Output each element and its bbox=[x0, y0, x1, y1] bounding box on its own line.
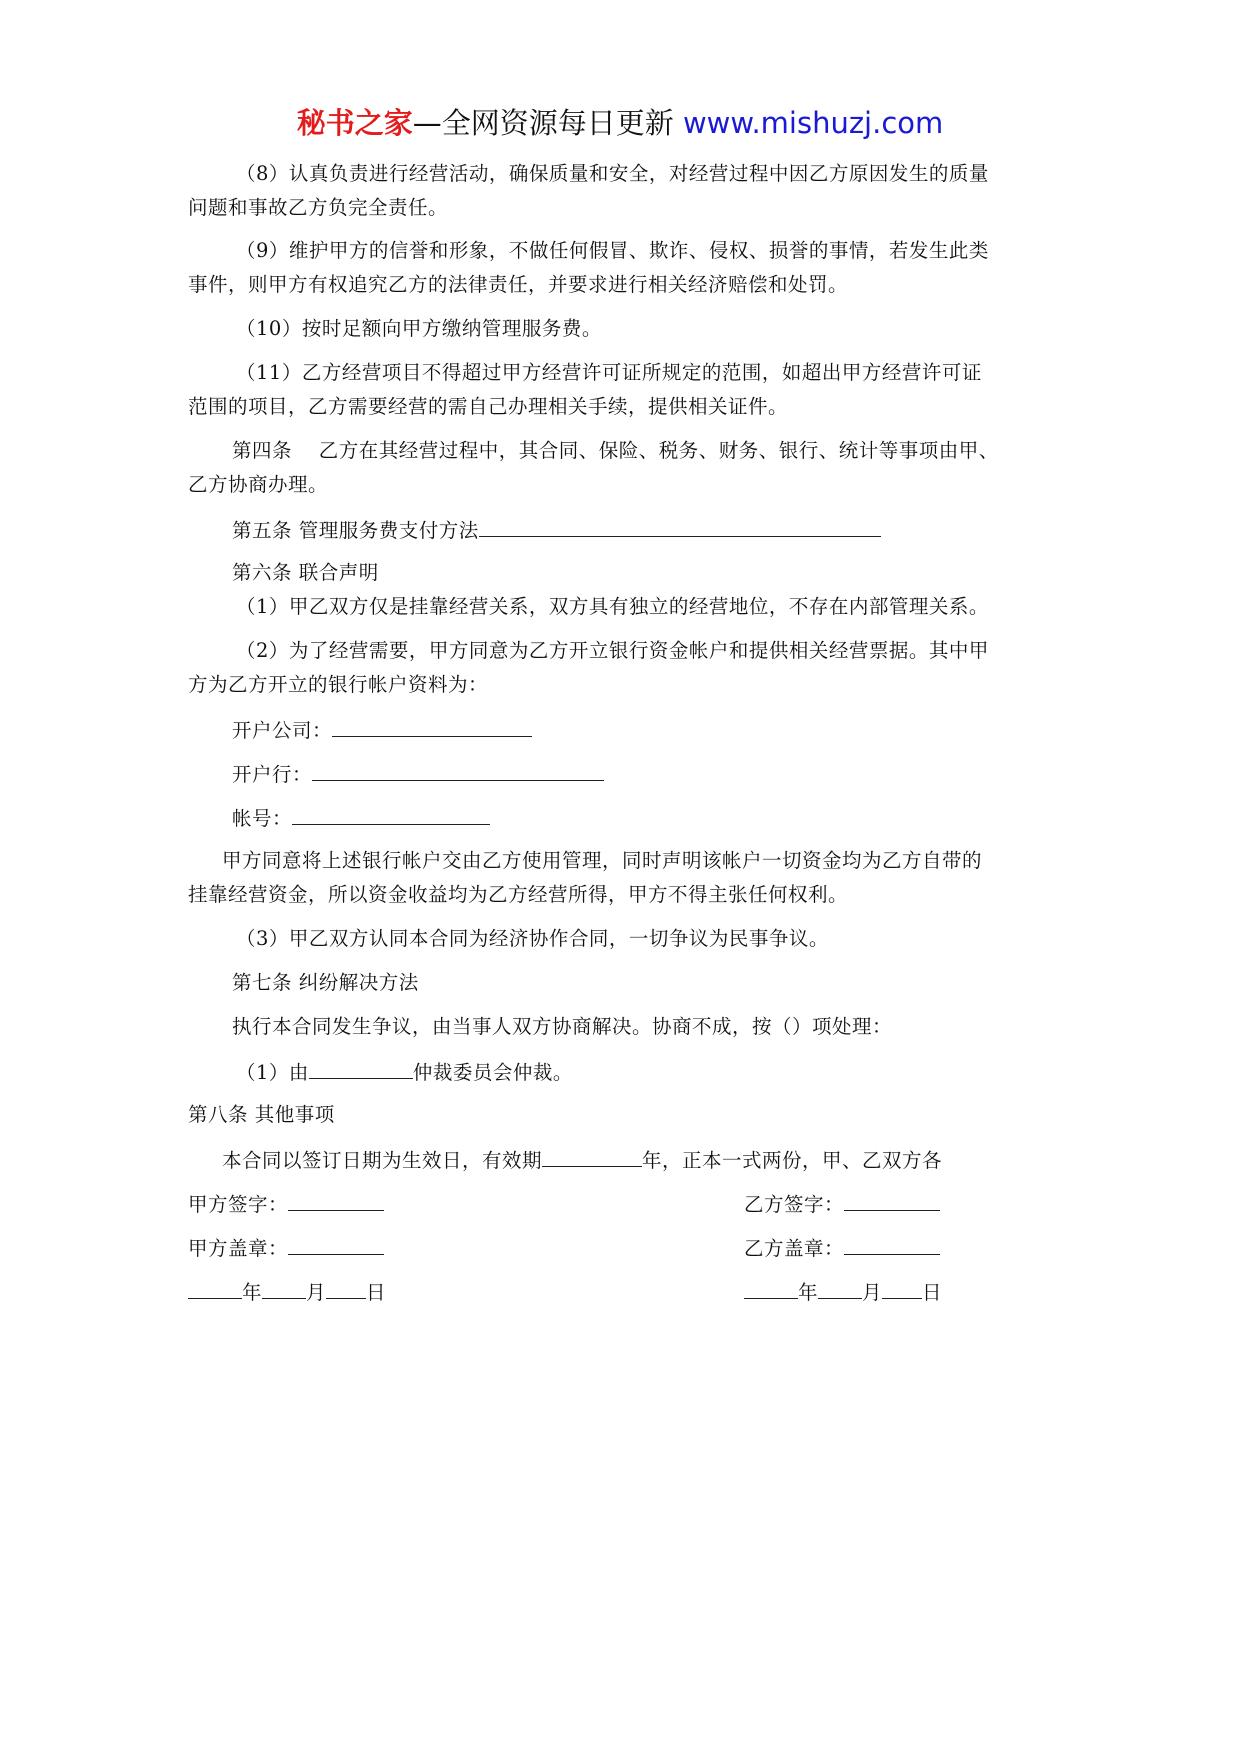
bank-row bbox=[232, 758, 604, 790]
clause-11-line2: 范围的项目，乙方需要经营的需自己办理相关手续，提供相关证件。 bbox=[188, 395, 789, 418]
account-company-row bbox=[232, 714, 532, 746]
brand-name: 秘书之家 bbox=[296, 106, 413, 140]
clause-9-line1: （9）维护甲方的信誉和形象，不做任何假冒、欺诈、侵权、损誉的事情，若发生此类 bbox=[236, 239, 989, 262]
party-a-sign-label: 甲方签字： bbox=[188, 1193, 289, 1216]
party-b-date-row bbox=[744, 1276, 942, 1308]
bank-blank bbox=[312, 758, 604, 781]
article-7-item-1 bbox=[236, 1056, 573, 1088]
account-usage-line1: 甲方同意将上述银行帐户交由乙方使用管理，同时声明该帐户一切资金均为乙方自带的 bbox=[222, 849, 983, 872]
article-6-item-1: （1）甲乙双方仅是挂靠经营关系，双方具有独立的经营地位，不存在内部管理关系。 bbox=[236, 595, 989, 618]
party-b-day-label: 日 bbox=[922, 1281, 943, 1304]
bank-label: 开户行： bbox=[232, 763, 313, 786]
party-b-month-blank bbox=[818, 1276, 862, 1299]
party-b-sign-label: 乙方签字： bbox=[744, 1193, 845, 1216]
header-slogan: —全网资源每日更新 bbox=[412, 106, 674, 140]
article-5 bbox=[232, 514, 881, 546]
party-b-year-blank bbox=[744, 1276, 798, 1299]
party-a-seal-row bbox=[188, 1232, 384, 1264]
article-6-item-2-line2: 方为乙方开立的银行帐户资料为： bbox=[188, 673, 489, 696]
validity-suffix: 年，正本一式两份，甲、乙双方各 bbox=[642, 1149, 943, 1172]
party-a-day-label: 日 bbox=[366, 1281, 387, 1304]
article-4-line1: 第四条 乙方在其经营过程中，其合同、保险、税务、财务、银行、统计等事项由甲、 bbox=[232, 439, 999, 462]
party-a-day-blank bbox=[326, 1276, 366, 1299]
clause-9-line2: 事件，则甲方有权追究乙方的法律责任，并要求进行相关经济赔偿和处罚。 bbox=[188, 273, 849, 296]
article-7-title: 第七条 纠纷解决方法 bbox=[232, 971, 419, 994]
header-url-link[interactable]: www.mishuzj.com bbox=[682, 106, 944, 140]
account-company-blank bbox=[332, 714, 532, 737]
party-b-month-label: 月 bbox=[862, 1281, 883, 1304]
article-5-label: 第五条 管理服务费支付方法 bbox=[232, 519, 479, 542]
party-a-month-label: 月 bbox=[306, 1281, 327, 1304]
party-a-sign-row bbox=[188, 1188, 384, 1220]
validity-years-blank bbox=[542, 1144, 642, 1167]
party-a-year-label: 年 bbox=[242, 1281, 263, 1304]
party-a-year-blank bbox=[188, 1276, 242, 1299]
party-a-seal-label: 甲方盖章： bbox=[188, 1237, 289, 1260]
party-b-seal-row bbox=[744, 1232, 940, 1264]
clause-10: （10）按时足额向甲方缴纳管理服务费。 bbox=[236, 317, 602, 340]
arbitration-suffix: 仲裁委员会仲裁。 bbox=[412, 1061, 573, 1084]
article-6-item-3: （3）甲乙双方认同本合同为经济协作合同，一切争议为民事争议。 bbox=[236, 927, 829, 950]
account-usage-line2: 挂靠经营资金，所以资金收益均为乙方经营所得，甲方不得主张任何权利。 bbox=[188, 883, 849, 906]
party-b-sign-row bbox=[744, 1188, 940, 1220]
validity-line bbox=[222, 1144, 942, 1176]
party-a-seal-blank bbox=[288, 1232, 384, 1255]
validity-prefix: 本合同以签订日期为生效日，有效期 bbox=[222, 1149, 543, 1172]
party-b-day-blank bbox=[882, 1276, 922, 1299]
article-6-item-2-line1: （2）为了经营需要，甲方同意为乙方开立银行资金帐户和提供相关经营票据。其中甲 bbox=[236, 639, 989, 662]
clause-11-line1: （11）乙方经营项目不得超过甲方经营许可证所规定的范围，如超出甲方经营许可证 bbox=[236, 361, 982, 384]
account-company-label: 开户公司： bbox=[232, 719, 333, 742]
party-a-sign-blank bbox=[288, 1188, 384, 1211]
party-b-seal-blank bbox=[844, 1232, 940, 1255]
arbitration-blank bbox=[309, 1056, 413, 1079]
account-number-blank bbox=[292, 802, 490, 825]
account-number-row bbox=[232, 802, 490, 834]
account-number-label: 帐号： bbox=[232, 807, 293, 830]
arbitration-prefix: （1）由 bbox=[236, 1061, 309, 1084]
article-4-line2: 乙方协商办理。 bbox=[188, 473, 329, 496]
party-b-sign-blank bbox=[844, 1188, 940, 1211]
party-a-date-row bbox=[188, 1276, 386, 1308]
party-b-year-label: 年 bbox=[798, 1281, 819, 1304]
article-8-title: 第八条 其他事项 bbox=[188, 1103, 335, 1126]
article-7-body: 执行本合同发生争议，由当事人双方协商解决。协商不成，按（）项处理： bbox=[232, 1015, 893, 1038]
clause-8-line2: 问题和事故乙方负完全责任。 bbox=[188, 196, 449, 219]
party-a-month-blank bbox=[262, 1276, 306, 1299]
payment-method-blank bbox=[479, 514, 881, 537]
clause-8-line1: （8）认真负责进行经营活动，确保质量和安全，对经营过程中因乙方原因发生的质量 bbox=[236, 162, 989, 185]
page-header bbox=[0, 103, 1240, 143]
article-6-title: 第六条 联合声明 bbox=[232, 561, 379, 584]
party-b-seal-label: 乙方盖章： bbox=[744, 1237, 845, 1260]
